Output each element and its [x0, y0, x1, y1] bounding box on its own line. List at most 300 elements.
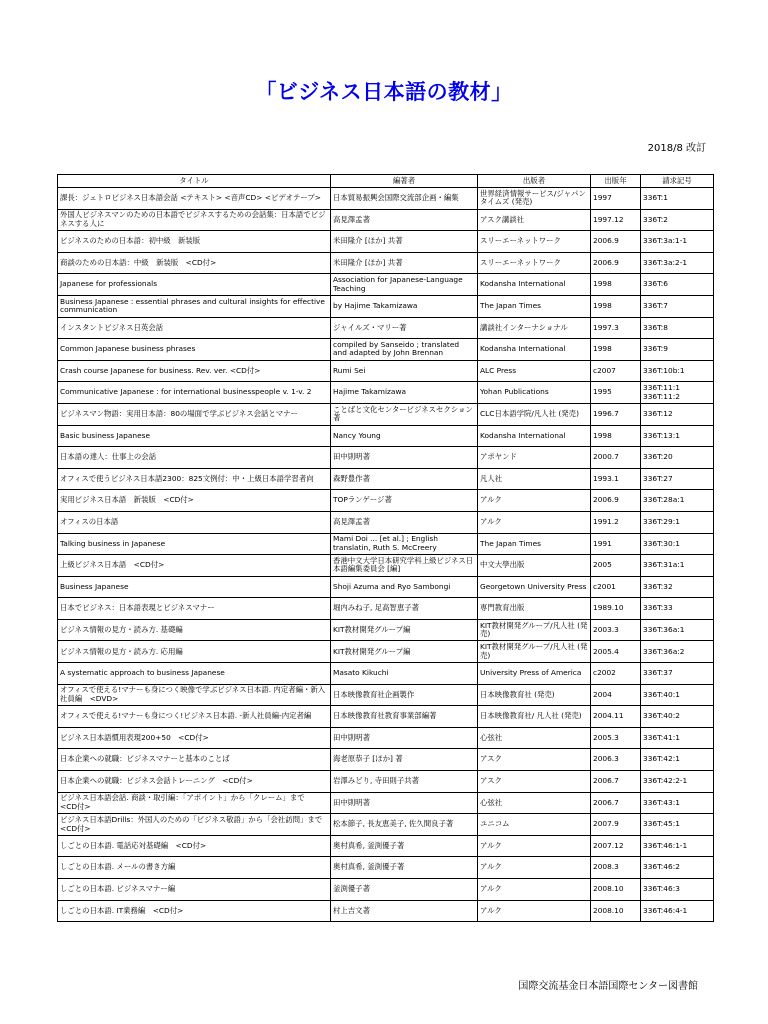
cell-call-number [641, 490, 714, 512]
cell-call-number [641, 835, 714, 857]
table-row [58, 598, 714, 620]
cell-publisher [478, 533, 591, 555]
cell-publisher-text: KIT教材開発グループ/凡人社 (発売) [480, 642, 588, 660]
cell-call-number [641, 188, 714, 210]
cell-author-text: 日本映像教育社教育事業部編著 [333, 711, 437, 721]
cell-title-text: 日本語の達人：仕事上の会話 [60, 452, 157, 462]
table-row [58, 792, 714, 814]
cell-author [331, 403, 478, 425]
cell-publisher [478, 382, 591, 404]
cell-publisher [478, 900, 591, 922]
cell-call-number-text: 336T:46:1-1 [643, 840, 688, 850]
cell-author [331, 382, 478, 404]
cell-title [58, 339, 331, 361]
cell-year-text: 2005.4 [593, 646, 619, 656]
cell-year-text: 2006.7 [593, 797, 619, 807]
cell-title-text: Common Japanese business phrases [60, 344, 196, 354]
cell-author-text: 田中則明著 [333, 452, 370, 462]
cell-title [58, 727, 331, 749]
cell-year [591, 900, 641, 922]
cell-title-text: 上級ビジネス日本語 <CD付> [60, 560, 165, 570]
cell-author-text: Mami Doi ... [et al.] ; English translatin, Ruth S. McCreery [333, 534, 438, 552]
cell-year-text: 2003.3 [593, 624, 619, 634]
cell-year [591, 403, 641, 425]
cell-title [58, 663, 331, 685]
cell-title-text: 日本企業への就職：ビジネスマナーと基本のことば [60, 754, 230, 764]
cell-year [591, 511, 641, 533]
cell-publisher [478, 814, 591, 836]
cell-call-number-text: 336T:9 [643, 344, 669, 354]
cell-author [331, 576, 478, 598]
cell-call-number-text: 336T:13:1 [643, 430, 680, 440]
cell-author-text: 田中則明著 [333, 732, 370, 742]
cell-call-number-text: 336T:46:2 [643, 862, 680, 872]
cell-author-text: TOPランゲージ著 [333, 495, 392, 505]
cell-author [331, 792, 478, 814]
cell-call-number [641, 468, 714, 490]
cell-call-number-text: 336T:29:1 [643, 516, 680, 526]
cell-publisher-text: 凡人社 [480, 473, 503, 483]
cell-author [331, 295, 478, 317]
cell-year-text: 1996.7 [593, 408, 619, 418]
cell-call-number [641, 727, 714, 749]
cell-publisher [478, 684, 591, 706]
cell-year-text: 1997 [593, 193, 612, 203]
cell-author [331, 447, 478, 469]
cell-title [58, 382, 331, 404]
cell-publisher-text: Kodansha International [480, 279, 566, 289]
table-row [58, 555, 714, 577]
cell-year-text: 2006.9 [593, 257, 619, 267]
cell-call-number [641, 360, 714, 382]
cell-call-number-text: 336T:32 [643, 581, 673, 591]
cell-call-number [641, 576, 714, 598]
cell-year-text: c2007 [593, 365, 616, 375]
cell-title [58, 511, 331, 533]
cell-year-text: 2005.3 [593, 732, 619, 742]
cell-publisher [478, 771, 591, 793]
cell-call-number [641, 706, 714, 728]
cell-call-number [641, 231, 714, 253]
page-title: 「ビジネス日本語の教材」 [255, 80, 513, 104]
cell-title-text: Communicative Japanese : for international businesspeople v. 1-v. 2 [60, 387, 312, 397]
cell-title [58, 706, 331, 728]
cell-year-text: 2007.12 [593, 840, 624, 850]
table-row [58, 641, 714, 663]
cell-year [591, 252, 641, 274]
cell-title [58, 598, 331, 620]
cell-title [58, 792, 331, 814]
cell-title [58, 317, 331, 339]
cell-year-text: 2008.3 [593, 862, 619, 872]
cell-publisher [478, 252, 591, 274]
cell-call-number [641, 209, 714, 231]
cell-year [591, 425, 641, 447]
cell-author-text: 堀内みね子, 足高智恵子著 [333, 603, 419, 613]
table-row [58, 533, 714, 555]
cell-author-text: 岩澤みどり, 寺田則子共著 [333, 776, 419, 786]
column-header-publisher: 出版者 [478, 175, 591, 188]
cell-year [591, 317, 641, 339]
cell-call-number [641, 317, 714, 339]
cell-year-text: 1998 [593, 430, 612, 440]
cell-author [331, 814, 478, 836]
cell-title-text: インスタントビジネス日英会話 [60, 322, 164, 332]
cell-title-text: しごとの日本語. メールの書き方編 [60, 862, 176, 872]
cell-title [58, 231, 331, 253]
cell-author-text: 米田隆介 [ほか] 共著 [333, 236, 403, 246]
cell-call-number-text: 336T:1 [643, 193, 669, 203]
cell-author [331, 835, 478, 857]
cell-author-text: ジャイルズ・マリー著 [333, 322, 407, 332]
cell-call-number-text: 336T:36a:2 [643, 646, 685, 656]
cell-call-number-text: 336T:45:1 [643, 819, 680, 829]
cell-call-number [641, 814, 714, 836]
cell-author-text: Association for Japanese-Language Teaching [333, 275, 463, 293]
cell-call-number-text: 336T:43:1 [643, 797, 680, 807]
cell-year [591, 576, 641, 598]
cell-publisher-text: 講談社インターナショナル [480, 322, 568, 332]
cell-title [58, 209, 331, 231]
cell-call-number-text: 336T:31a:1 [643, 560, 685, 570]
cell-publisher-text: University Press of America [480, 668, 582, 678]
cell-title-text: 日本でビジネス：日本語表現とビジネスマナー [60, 603, 215, 613]
table-row [58, 706, 714, 728]
cell-title [58, 555, 331, 577]
cell-year-text: 2006.9 [593, 495, 619, 505]
cell-call-number-text: 336T:37 [643, 668, 673, 678]
table-row [58, 835, 714, 857]
cell-call-number-text: 336T:42:2-1 [643, 776, 688, 786]
cell-author [331, 231, 478, 253]
table-row [58, 857, 714, 879]
cell-year-text: 1993.1 [593, 473, 619, 483]
cell-title-text: 実用ビジネス日本語 新装版 <CD付> [60, 495, 194, 505]
cell-year-text: 1995 [593, 387, 612, 397]
cell-call-number-text: 336T:40:2 [643, 711, 680, 721]
cell-publisher [478, 188, 591, 210]
cell-publisher-text: 心弦社 [480, 732, 503, 742]
cell-publisher-text: ALC Press [480, 365, 517, 375]
cell-author-text: 田中則明著 [333, 797, 370, 807]
cell-year-text: 1989.10 [593, 603, 624, 613]
cell-publisher-text: アポヤンド [480, 452, 517, 462]
cell-author [331, 771, 478, 793]
cell-publisher-text: 世界経済情報サービス/ジャパンタイムズ (発売) [480, 188, 586, 207]
cell-call-number [641, 555, 714, 577]
cell-year-text: c2001 [593, 581, 616, 591]
cell-call-number-text: 336T:20 [643, 452, 673, 462]
cell-author-text: compiled by Sanseido ; translated and adapted by John Brennan [333, 339, 460, 358]
cell-publisher [478, 425, 591, 447]
column-header-title: タイトル [58, 175, 331, 188]
cell-year-text: 1998 [593, 344, 612, 354]
cell-title [58, 188, 331, 210]
cell-call-number [641, 641, 714, 663]
cell-call-number [641, 511, 714, 533]
cell-year [591, 468, 641, 490]
cell-publisher-text: 日本映像教育社/ 凡人社 (発売) [480, 711, 582, 721]
column-header-call-number: 請求記号 [641, 175, 714, 188]
table-row [58, 317, 714, 339]
cell-call-number-text: 336T:12 [643, 408, 673, 418]
cell-author-text: KIT教材開発グループ編 [333, 624, 411, 634]
cell-author-text: 奥村真希, 釜渕優子著 [333, 840, 405, 850]
cell-publisher-text: アルク [480, 840, 502, 850]
cell-year-text: 2006.3 [593, 754, 619, 764]
table-row [58, 447, 714, 469]
cell-title-text: オフィスの日本語 [60, 516, 119, 526]
cell-title-text: しごとの日本語. IT業務編 <CD付> [60, 905, 184, 915]
cell-year [591, 188, 641, 210]
cell-author-text: Rumi Sei [333, 365, 366, 375]
table-row [58, 771, 714, 793]
cell-year [591, 555, 641, 577]
cell-author [331, 619, 478, 641]
cell-call-number-text: 336T:28a:1 [643, 495, 685, 505]
cell-publisher [478, 792, 591, 814]
cell-title-text: Crash course Japanese for business. Rev. ver. <CD付> [60, 365, 261, 375]
cell-call-number [641, 857, 714, 879]
cell-title [58, 771, 331, 793]
cell-title-text: ビジネス情報の見方・読み方. 応用編 [60, 646, 183, 656]
table-row [58, 900, 714, 922]
cell-call-number-text: 336T:7 [643, 301, 669, 310]
cell-title-text: Basic business Japanese [60, 430, 151, 440]
cell-call-number-text: 336T:46:3 [643, 884, 680, 894]
cell-publisher [478, 360, 591, 382]
cell-publisher [478, 663, 591, 685]
cell-author-text: KIT教材開発グループ編 [333, 646, 411, 656]
cell-call-number [641, 252, 714, 274]
column-header-author: 編著者 [331, 175, 478, 188]
cell-author [331, 425, 478, 447]
cell-call-number [641, 447, 714, 469]
table-row [58, 231, 714, 253]
cell-author [331, 900, 478, 922]
table-row [58, 425, 714, 447]
cell-author-text: 海老原恭子 [ほか] 著 [333, 754, 403, 764]
cell-publisher [478, 511, 591, 533]
cell-call-number-text: 336T:3a:1-1 [643, 236, 688, 246]
cell-author [331, 468, 478, 490]
cell-year-text: 2008.10 [593, 884, 624, 894]
cell-call-number-text: 336T:10b:1 [643, 365, 685, 375]
cell-call-number [641, 749, 714, 771]
cell-publisher [478, 231, 591, 253]
cell-year-text: 1998 [593, 279, 612, 289]
cell-year-text: 2007.9 [593, 819, 619, 829]
cell-title-text: A systematic approach to business Japanese [60, 668, 225, 678]
cell-call-number [641, 771, 714, 793]
cell-year [591, 274, 641, 296]
cell-author [331, 317, 478, 339]
table-row [58, 274, 714, 296]
cell-author [331, 641, 478, 663]
table-row [58, 339, 714, 361]
cell-call-number [641, 295, 714, 317]
cell-publisher-text: スリーエーネットワーク [480, 236, 561, 246]
cell-title [58, 360, 331, 382]
table-row [58, 749, 714, 771]
cell-title-text: Business Japanese : essential phrases and cultural insights for effective communication [60, 296, 325, 315]
cell-publisher [478, 447, 591, 469]
revision-date: 2018/8 改訂 [647, 143, 706, 154]
cell-author-text: 釜渕優子著 [333, 884, 370, 894]
cell-publisher-text: アスク講談社 [480, 214, 525, 224]
cell-title [58, 274, 331, 296]
cell-call-number [641, 598, 714, 620]
cell-publisher [478, 835, 591, 857]
cell-year [591, 209, 641, 231]
cell-year [591, 360, 641, 382]
cell-publisher-text: 日本映像教育社 (発売) [480, 689, 555, 699]
cell-author [331, 252, 478, 274]
table-row [58, 619, 714, 641]
cell-author [331, 339, 478, 361]
cell-title [58, 295, 331, 317]
cell-title [58, 879, 331, 901]
cell-title [58, 835, 331, 857]
cell-year [591, 684, 641, 706]
cell-title [58, 576, 331, 598]
cell-title-text: オフィスで使える!マナーも身につく映像で学ぶビジネス日本語. 内定者編・新入社員編 <DVD> [60, 685, 326, 703]
cell-author [331, 727, 478, 749]
cell-publisher-text: 心弦社 [480, 797, 503, 807]
table-row [58, 382, 714, 404]
cell-publisher-text: アルク [480, 884, 502, 894]
cell-call-number-text: 336T:46:4-1 [643, 905, 688, 915]
footer-library-name: 国際交流基金日本語国際センター図書館 [518, 981, 698, 992]
cell-title [58, 447, 331, 469]
cell-title-text: ビジネス日本語慣用表現200+50 <CD付> [60, 732, 209, 742]
cell-author-text: 米田隆介 [ほか] 共著 [333, 257, 403, 267]
cell-author-text: 高見澤孟著 [333, 214, 370, 224]
cell-publisher-text: The Japan Times [480, 301, 541, 310]
cell-author [331, 857, 478, 879]
table-row [58, 879, 714, 901]
cell-title-text: オフィスで使える!マナーも身につく!ビジネス日本語. -新人社員編-内定者編 [60, 711, 312, 721]
cell-author-text: 香港中文大学日本研究学科上級ビジネス日本語編集委員会 [編] [333, 555, 474, 574]
cell-publisher-text: アスク [480, 754, 502, 764]
cell-author-text: 高見澤孟著 [333, 516, 370, 526]
cell-call-number-text: 336T:30:1 [643, 538, 680, 548]
cell-year [591, 598, 641, 620]
cell-author [331, 360, 478, 382]
cell-author [331, 511, 478, 533]
cell-title-text: 課長：ジェトロビジネス日本語会話 <テキスト> <音声CD> <ビデオテープ> [60, 193, 321, 203]
cell-call-number-text: 336T:42:1 [643, 754, 680, 764]
table-row [58, 360, 714, 382]
cell-title [58, 468, 331, 490]
cell-author [331, 188, 478, 210]
cell-publisher-text: Kodansha International [480, 344, 566, 354]
cell-publisher [478, 749, 591, 771]
table-row [58, 663, 714, 685]
cell-title [58, 684, 331, 706]
cell-publisher-text: スリーエーネットワーク [480, 257, 561, 267]
cell-publisher [478, 857, 591, 879]
cell-title-text: 外国人ビジネスマンのための日本語でビジネスするための会話集：日本語でビジネスする人に [60, 210, 326, 228]
cell-publisher [478, 555, 591, 577]
cell-publisher [478, 598, 591, 620]
cell-author [331, 879, 478, 901]
cell-publisher-text: アスク [480, 776, 502, 786]
cell-call-number [641, 274, 714, 296]
cell-year [591, 295, 641, 317]
cell-year [591, 727, 641, 749]
cell-author-text: Masato Kikuchi [333, 668, 389, 678]
table-row [58, 511, 714, 533]
cell-year [591, 641, 641, 663]
cell-author [331, 490, 478, 512]
table-row [58, 209, 714, 231]
cell-publisher-text: アルク [480, 905, 502, 915]
cell-author-text: Nancy Young [333, 430, 381, 440]
cell-title-text: Talking business in Japanese [60, 538, 166, 548]
cell-call-number-text: 336T:11:1 336T:11:2 [643, 383, 680, 401]
cell-call-number [641, 619, 714, 641]
cell-publisher [478, 879, 591, 901]
cell-publisher-text: CLC日本語学院/凡人社 (発売) [480, 408, 579, 418]
cell-author [331, 706, 478, 728]
cell-call-number [641, 684, 714, 706]
cell-author-text: Shoji Azuma and Ryo Sambongi [333, 581, 451, 591]
cell-title [58, 403, 331, 425]
cell-publisher-text: KIT教材開発グループ/凡人社 (発売) [480, 620, 588, 639]
cell-publisher [478, 468, 591, 490]
cell-title [58, 749, 331, 771]
cell-year-text: 1998 [593, 301, 612, 310]
cell-title-text: ビジネス日本語会話. 商談・取引編：「アポイント」から「クレーム」まで <CD付> [60, 793, 313, 811]
cell-publisher [478, 274, 591, 296]
cell-year [591, 663, 641, 685]
cell-publisher-text: Yohan Publications [480, 387, 549, 397]
cell-title [58, 814, 331, 836]
cell-publisher [478, 490, 591, 512]
cell-title [58, 641, 331, 663]
cell-call-number [641, 900, 714, 922]
cell-author-text: ことばと文化センタービジネスセクション著 [333, 404, 473, 423]
cell-publisher [478, 339, 591, 361]
table-row [58, 727, 714, 749]
cell-publisher-text: ユニコム [480, 819, 510, 829]
cell-author [331, 533, 478, 555]
cell-year [591, 857, 641, 879]
cell-call-number [641, 339, 714, 361]
cell-title [58, 490, 331, 512]
table-row [58, 468, 714, 490]
cell-publisher [478, 641, 591, 663]
table-row [58, 576, 714, 598]
cell-title-text: ビジネス日本語Drills：外国人のための「ビジネス敬語」から「会社訪問」まで <CD付> [60, 815, 330, 833]
cell-title-text: Business Japanese [60, 581, 129, 591]
cell-year-text: c2002 [593, 668, 616, 678]
cell-call-number-text: 336T:8 [643, 322, 669, 332]
cell-publisher-text: アルク [480, 495, 502, 505]
cell-title-text: しごとの日本語. 電話応対基礎編 <CD付> [60, 840, 207, 850]
cell-publisher [478, 295, 591, 317]
cell-call-number [641, 663, 714, 685]
cell-year [591, 382, 641, 404]
cell-publisher [478, 209, 591, 231]
cell-publisher [478, 727, 591, 749]
cell-publisher-text: Kodansha International [480, 430, 566, 440]
cell-call-number-text: 336T:2 [643, 214, 669, 224]
cell-call-number [641, 792, 714, 814]
cell-year [591, 749, 641, 771]
cell-publisher-text: 中文大學出版 [480, 560, 525, 570]
